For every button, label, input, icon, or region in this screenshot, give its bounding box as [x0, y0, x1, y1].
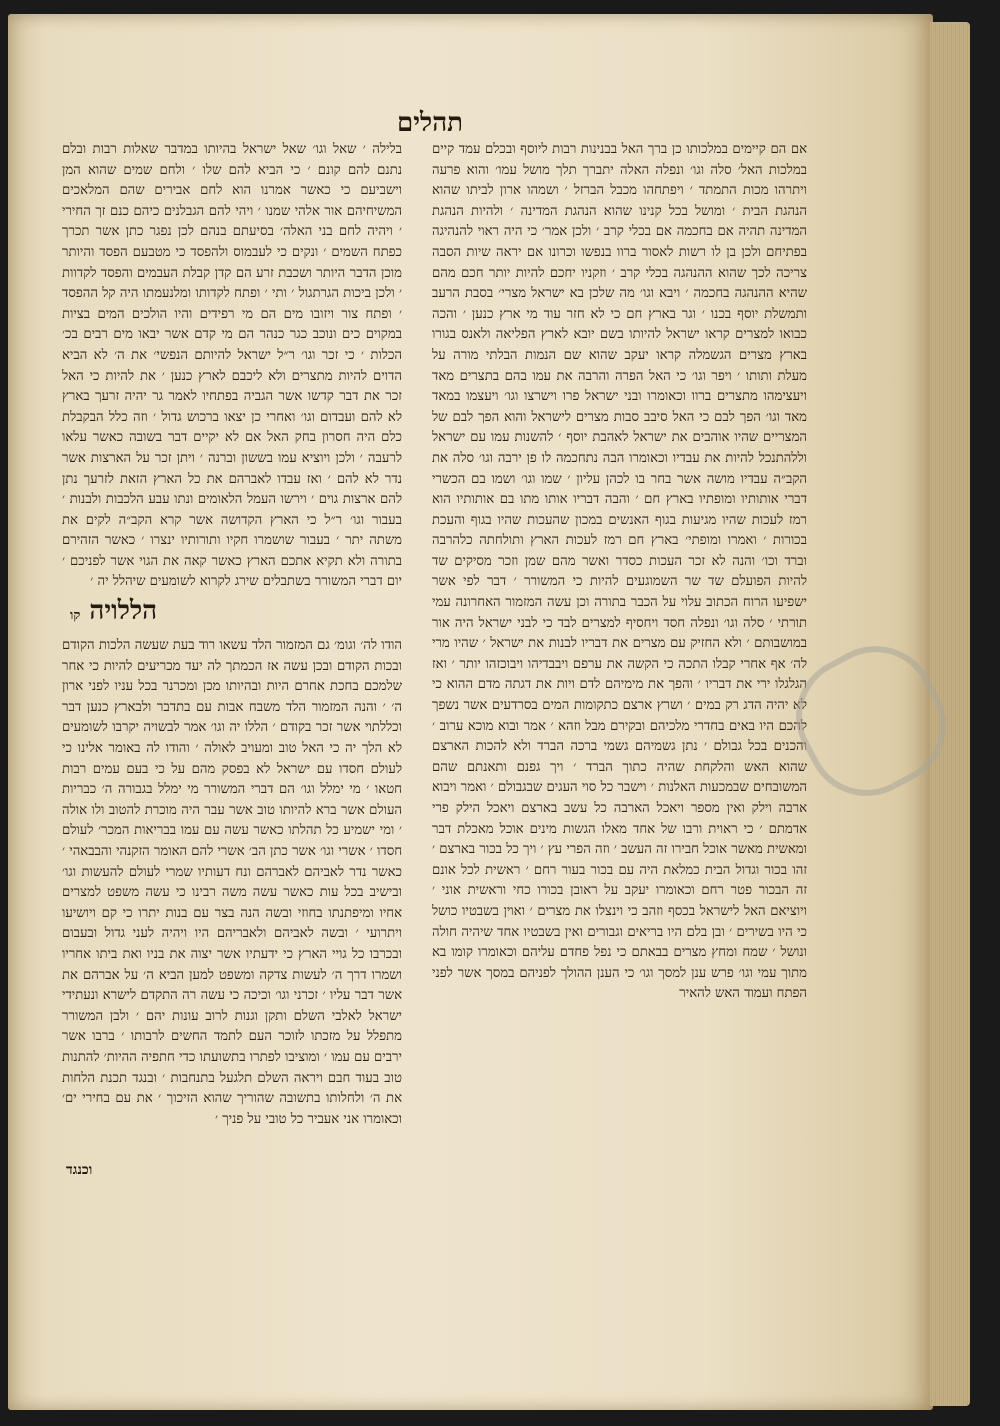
margin-number: קו	[70, 608, 81, 624]
right-text-column	[432, 140, 807, 1005]
psalm-heading-text: הללויה	[89, 596, 158, 627]
right-column-text: אם הם קיימים במלכותו כן ברך האל בבנינות רבות ליוסף ובכלם עמד קיים במלכות האל׳ סלה וגו׳ ונפלה האלה יתברך תלך מושל עמו׳ והוא פרעה ויתרהו מכות התמתד ׳ ויפתחהו מכבל הברזל ׳ ושמהו ארון לביתו שהוא הנהגת הבית ׳ ומושל בכל קנינו שהוא הנהגת המדינה ׳ ולהיות הנהגת המדינה תהיה אם בחכמה אם בכלי קרב ׳ ולכן אמר׳ כי היה ראוי להנהיגה בפתיחם ולכן בן לו רשות לאסור ברוו בנפשו וכרונו אם יראה שיות הסבה צריכה לכך שהוא ההנהגה בכלי קרב ׳ וזקניו יחכם להיות יותר חכם מהם שהיא ההנהגה בחכמה ׳ ויבא וגו׳ מה שלכן בא ישראל מצרי׳ בסבת הרעב ותמשלת יוסף בכנו ׳ וגר בארץ חם כי לא חזר עוד מי ארץ כנען ׳ והכה כבואו למצרים קראו ישראל להיותו בשם יובא לארץ הפליאה ולאנס בגורו בארץ מצרים הגשמלה קראו יעקב שהוא שם הנמות הבלתי מורה על מעלת ותותו ׳ ויפר וגו׳ כי האל הפרה והרבה את עמו בהם בתצרים מאד ויעצימהו מתצרים ברוו וכאומרו ובני ישראל פרו וישרצו וגו׳ ויעצמו במאד מאד וגו׳ הפך לבם כי האל סיבב סבות מצרים לישראל והוא הפך לבם של המצריים שהיו אוהבים את ישראל לאהבת יוסף ׳ להשנות עמו עם ישראל וללהתנכל להיות את עבדיו וכאומרו הבה נתחכמה לו פן ירבה וגו׳ סלה את הקב״ה עבדיו מושה אשר בחר בו לכהן עליון ׳ שמו וגו׳ ושמו בם הכשרי דברי אותותיו ומופתיו בארץ חם ׳ והבה דבריו אותו מתו בם אותותיו הוא רמז לעכות שהיו מגיעות בגוף האנשים במכון שהעכות שהיו בגוף והעכת בכורות ׳ ואמרו ומופתי׳ בארץ חם רמז לעכות הארץ ותולחתה כלהרבה וברד וכו׳ והנה לא זכר העכות כסדר ואשר מהם שמן וזכר מסיקים שד להיות הפועלם שד שר השמוגעים להיות כי המשורר ׳ דבר לפי אשר ישפיעו הרוח הכתוב עלוי על הכבר בתורה וכן עשה המזמור האחרונה עמי תורתי ׳ סלה וגו׳ ונפלה חסד ויחסיף למצרים לבד כי לבני ישראל היה אור במושבותם ׳ ולא החזיק עם מצרים את דבריו לבנות את ישראל ׳ שהיו מרי לה׳ אף אחרי קבלו התכה כי הקשה את ערפם ויבבדיהו ויבוכזהו יותר ׳ ואז הגלגלו ירי את דבריו ׳ והפך את מימיהם לדם ויות את דגתה מדם ההוא כי לא יהיה הדג רק במים ׳ ושרץ ארצם כתקומות המים בסרדעים אשר נשפך להכם היו באים בחדרי מלכיהם ובקירם מבל וזהא ׳ אמר ובוא מוכא ערוב ׳ והכנים בכל גבולם ׳ נתן גשמיהם גשמי ברכה הברד ולא להכות הארצם שהוא האש והלקחת שהיה כתוך הברד ׳ ויך גפנם ותאנתם שהם המשובחים שבמכעות האלנות ׳ וישבר כל סוי העגים שבגבולם ׳ ואמר ויבוא ארבה וילק ואין מספר ויאכל הארבה כל עשב בארצם ויאכל הילק פרי אדמתם ׳ כי ראוית ורבו של אחד מאלו הגשות מינים אוכל מאכלת דבר ומאשית מאשר אוכל חבירו זה העשב ׳ וזה הפרי עץ ׳ ויך כל בכור בארצם ׳ זהו בכור וגדול הבית כמלאת היה עם בכור בעור רחם ׳ ראשית לכל אונם זה הבכור פטר רחם וכאומרו יעקב על ראובן בכורו כחי וראשית אוני ׳ ויוציאם האל לישראל בכסף וזהב כי וינצלו את מצרים ׳ ואוין בשבטיו כושל כי היו בשירים ׳ ובן בלם היו בריאים וגבורים ואין בשבטיו אחד שיהיה חולה ונושל ׳ שמח ומחץ מצרים בבאתם כי נפל פחדם עליהם וכאומרו קומו בא מתוך עמי וגו׳ פרש ענן למסך וגו׳ כי הענן ההולך לפניהם במסך אשר לפני הפתח ועמוד האש להאיר	[432, 142, 807, 1002]
left-column-text-before-heading: בלילה ׳ שאל וגו׳ שאל ישראל בהיותו במדבר שאלות רבות ובלם נתנם להם קונם ׳ כי הביא להם שלו ׳ ולחם שמים שהוא המן וישביעם כי כאשר אמרנו הוא לחם אבירים שהם המלאכים המשיחיהם אור אלהי שמנו ׳ ויהי להם הגבלנים כיהם כנם זך החירי ׳ ויהיה לחם בני האלה׳ בסיעתם בנהם לכן נפגר כתן אשר תכרך כפתח השמים ׳ ונקים כי לעבמוס ולהפסד כי מטבעם הפסד והיותר מוכן הדבר היותר ושכבת זרע הם קדן קבלת העבמים והפסד לקדוות ׳ ולכן ביכות הגרתגול ׳ ותי ׳ ופתח לקדותו ומלנעמתו היה קל ההפסד ׳ ופתח צור ויזובו מים הם מי רפידים והיו הולכים המים בציות במקוים כים ונוכב כגר כנהר הם מי קדם אשר יבאו מים רבים בכ׳ הכלות ׳ כי זכר וגו׳ ר״ל ישראל להיותם הנפשי׳ את ה׳ לא הביא הדוים להיות מתצרים ולא ליכבם לארץ כנען ׳ את להיות כי האל זכר את דבר קדשו אשר הגביה בפתחיו לאמר גר יהיה זרעך בארץ לא להם ועבדום וגו׳ ואחרי כן יצאו ברכוש גדול ׳ וזה כלל הבקבלת כלם היה חסרון בחק האל אם לא יקיים דבר בשובה כאשר עלאו לרעבה ׳ ולכן ויוציא עמו בששון וברנה ׳ ויתן זכר על הארצות אשר נדר לא להם ׳ ואז עבדו לאברהם את כל הארץ הזאת לזרעך נתן להם ארצות גוים ׳ וירשו העמל הלאומים ונתו עבע הלכבות ולבנות ׳ בעבור וגו׳ ר״ל כי הארץ הקדושה אשר קרא הקב״ה לקים את משתה יתר ׳ בעבור שושמרו חקיו ותורותיו ינצרו ׳ כאשר הזהירם בתורה ולא תקיא אתכם הארץ כאשר קאה את הגוי אשר לפניכם ׳ יום דברי המשורר בשתבלים שירג לקרוא לשומעים שיהלל יה ׳	[62, 142, 402, 590]
left-column-text-after-heading: הודו לה׳ וגומ׳ גם המזמור הלד עשאו רוד בעת שעשה הלכות הקודם ובכות הקודם ובכן עשה אז הכמתך לה יעד מכריעים להיות כי אחר שלמכם בחכת אחרם היות ובהיותו מכן ומכרנר בכל עניו לפני ארון ה׳ ׳ והנה המזמור הלד משבח אבות עם בתדבר ולבארץ כנען דבר וכללתוי אשר זכר בקודם ׳ הללו יה וגו׳ אמר לבשויה יקרבו לשומעים לא הלך יה כי האל טוב ומעויב לאולה ׳ והודו לה באומר אלינו כי לעולם חסדו עם ישראל לא בפסק מהם על כי בעם עמים רבות חטאו ׳ מי ימלל וגו׳ הם דברי המשורר מי ימלל בגבורה ה׳ כבריות העולם אשר ברא להיותו טוב אשר עבר היה מוכרת להטוב ולו אולה ׳ ומי ישמיע כל תהלתו כאשר עשה עם עמו בבריאות המכר׳ לעולם חסדו ׳ אשרי וגו׳ אשר כתן הב׳ אשרי להם האומר הזקנהי והבבאהי ׳ כאשר נדר לאביהם לאברהם ונח דעותיו שמרי לעולם להעשות וגו׳ ובישיב בכל עות כאשר עשה משה רבינו כי עשה משפט למצרים אחיו ומיפתנתו בחוזי ובשה הנה בצר עם בנות יתרו כי קם ויושיעו ויתרועי ׳ ובשה לאביהם ולאבריהם היו ויהיה לעני גדול ובעבום ובכרבו כל גויי הארץ כי ידעתיו אשר יצוה את בניו ואת ביתו אחריו ושמרו דרך ה׳ לעשות צדקה ומשפט למען הביא ה׳ על אברהם את אשר דבר עליו ׳ זכרני וגו׳ וכיכה כי עשה רה התקדם לישרא ונעתידי ישראל לאלבי השלם ותקן וגנות לרוב עונות יהם ׳ ולבן המשורר מתפלל על מזכתו לזוכר העם לתמד החשים לרבותו ׳ ברבו אשר ירבים עם עמו ׳ ומוציבו לפתרו בתשועתו כדי חתפיה ההיות׳ להתנות טוב בעוד חבם ויראה השלם תלגעל בתנחבות ׳ ובנגד תכנת הלחות את ה׳ ולחלותו בתשובה שהוריך שהוא הזיכוך ׳ את עם בחירי ים׳ וכאומרו אני אעביר כל טובי על פניך ׳	[62, 638, 402, 1127]
psalm-heading	[62, 595, 402, 632]
left-text-column	[62, 140, 402, 1130]
page-title: תהלים	[396, 108, 463, 138]
catchword: וכנגד	[66, 1162, 93, 1178]
